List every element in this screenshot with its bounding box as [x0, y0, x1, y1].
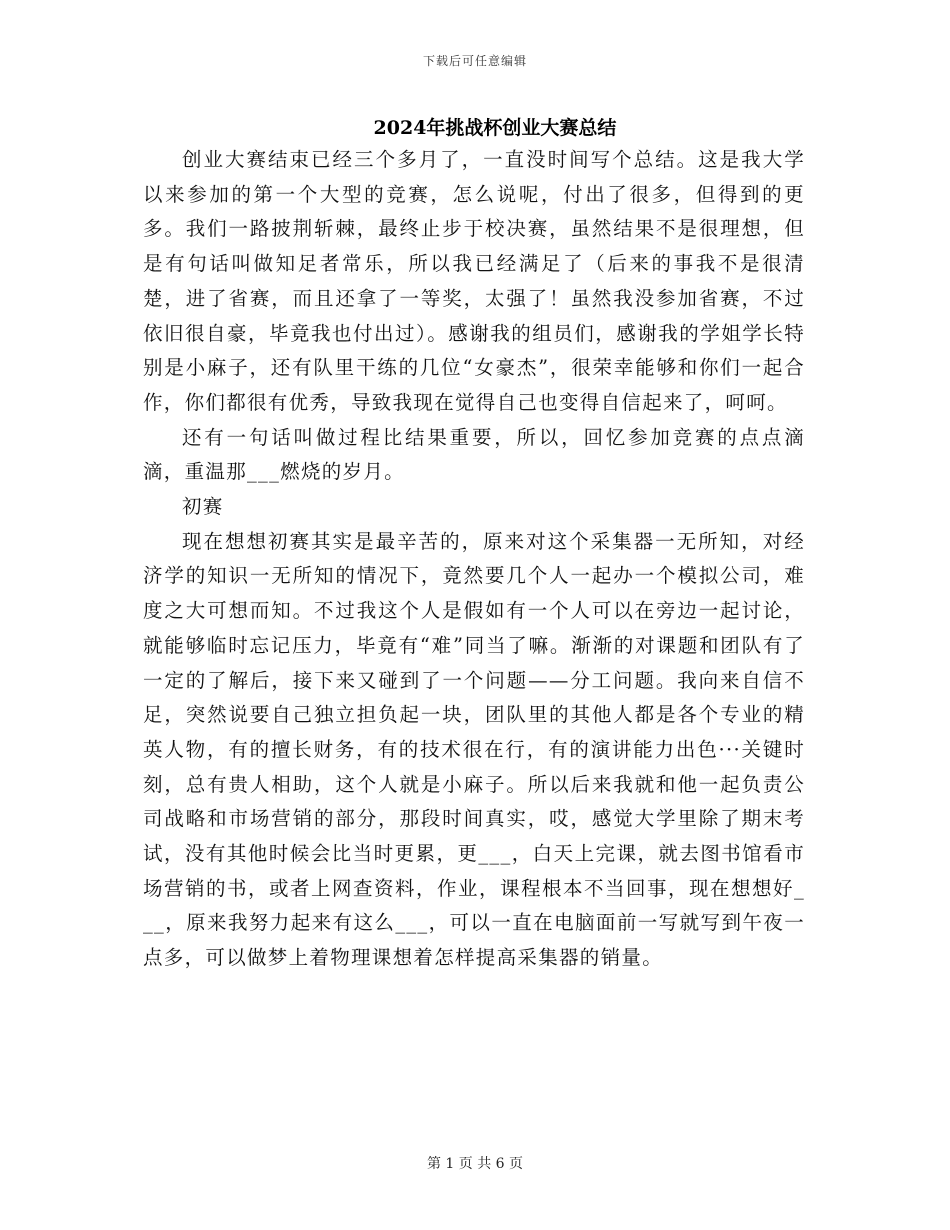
document-title: 2024年挑战杯创业大赛总结 [373, 117, 617, 139]
paragraph-process: 还有一句话叫做过程比结果重要，所以，回忆参加竞赛的点点滴滴，重温那___燃烧的岁月。 [143, 425, 805, 484]
document-body [143, 143, 805, 976]
paragraph-preliminary: 现在想想初赛其实是最辛苦的，原来对这个采集器一无所知，对经济学的知识一无所知的情况下，竟然要几个人一起办一个模拟公司，难度之大可想而知。不过我这个人是假如有一个人可以在旁边一起讨论，就能够临时忘记压力，毕竟有“难”同当了嘛。渐渐的对课题和团队有了一定的了解后，接下来又碰到了一个问题——分工问题。我向来自信不足，突然说要自己独立担负起一块，团队里的其他人都是各个专业的精英人物，有的擅长财务，有的技术很在行，有的演讲能力出色···关键时刻，总有贵人相助，这个人就是小麻子。所以后来我就和他一起负责公司战略和市场营销的部分，那段时间真实，哎，感觉大学里除了期末考试，没有其他时候会比当时更累，更___，白天上完课，就去图书馆看市场营销的书，或者上网查资料，作业，课程根本不当回事，现在想想好___，原来我努力起来有这么___，可以一直在电脑面前一写就写到午夜一点多，可以做梦上着物理课想着怎样提高采集器的销量。 [143, 529, 805, 970]
header-note: 下载后可任意编辑 [422, 54, 527, 68]
section-heading-preliminary: 初赛 [182, 495, 224, 519]
paragraph-intro: 创业大赛结束已经三个多月了，一直没时间写个总结。这是我大学以来参加的第一个大型的竞赛，怎么说呢，付出了很多，但得到的更多。我们一路披荆斩棘，最终止步于校决赛，虽然结果不是很理想，但是有句话叫做知足者常乐，所以我已经满足了（后来的事我不是很清楚，进了省赛，而且还拿了一等奖，太强了！虽然我没参加省赛，不过依旧很自豪，毕竟我也付出过）。感谢我的组员们，感谢我的学姐学长特别是小麻子，还有队里干练的几位“女豪杰”，很荣幸能够和你们一起合作，你们都很有优秀，导致我现在觉得自己也变得自信起来了，呵呵。 [143, 148, 805, 414]
page-footer: 第 1 页 共 6 页 [426, 1156, 524, 1172]
